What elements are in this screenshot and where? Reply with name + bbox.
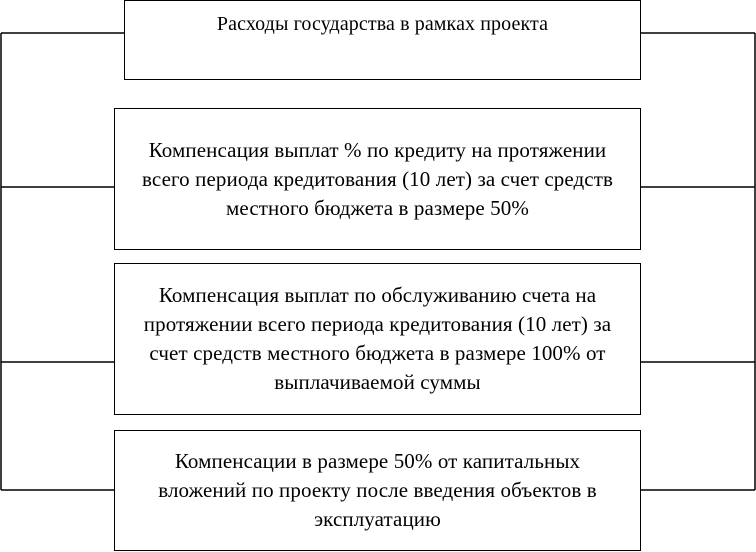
header-box-text: Расходы государства в рамках проекта (216, 13, 549, 35)
item-box-text: Компенсация выплат % по кредиту на протяжении всего периода кредитования (10 лет) за счет средств местного бюджета в размере 50% (142, 137, 613, 220)
header-box (124, 0, 641, 80)
item-box-text: Компенсация выплат по обслуживанию счета на протяжении всего периода кредитования (10 лет) за счет средств местного бюджета в размере 100% от выплачиваемой суммы (143, 283, 612, 394)
item-box-account-service-compensation (114, 263, 641, 415)
item-box-capital-investment-compensation (114, 430, 641, 551)
item-box-interest-compensation (114, 108, 641, 250)
right-connector (641, 33, 755, 490)
left-connector (1, 33, 124, 490)
item-box-text: Компенсации в размере 50% от капитальных вложений по проекту после введения объектов в эксплуатацию (158, 449, 597, 531)
